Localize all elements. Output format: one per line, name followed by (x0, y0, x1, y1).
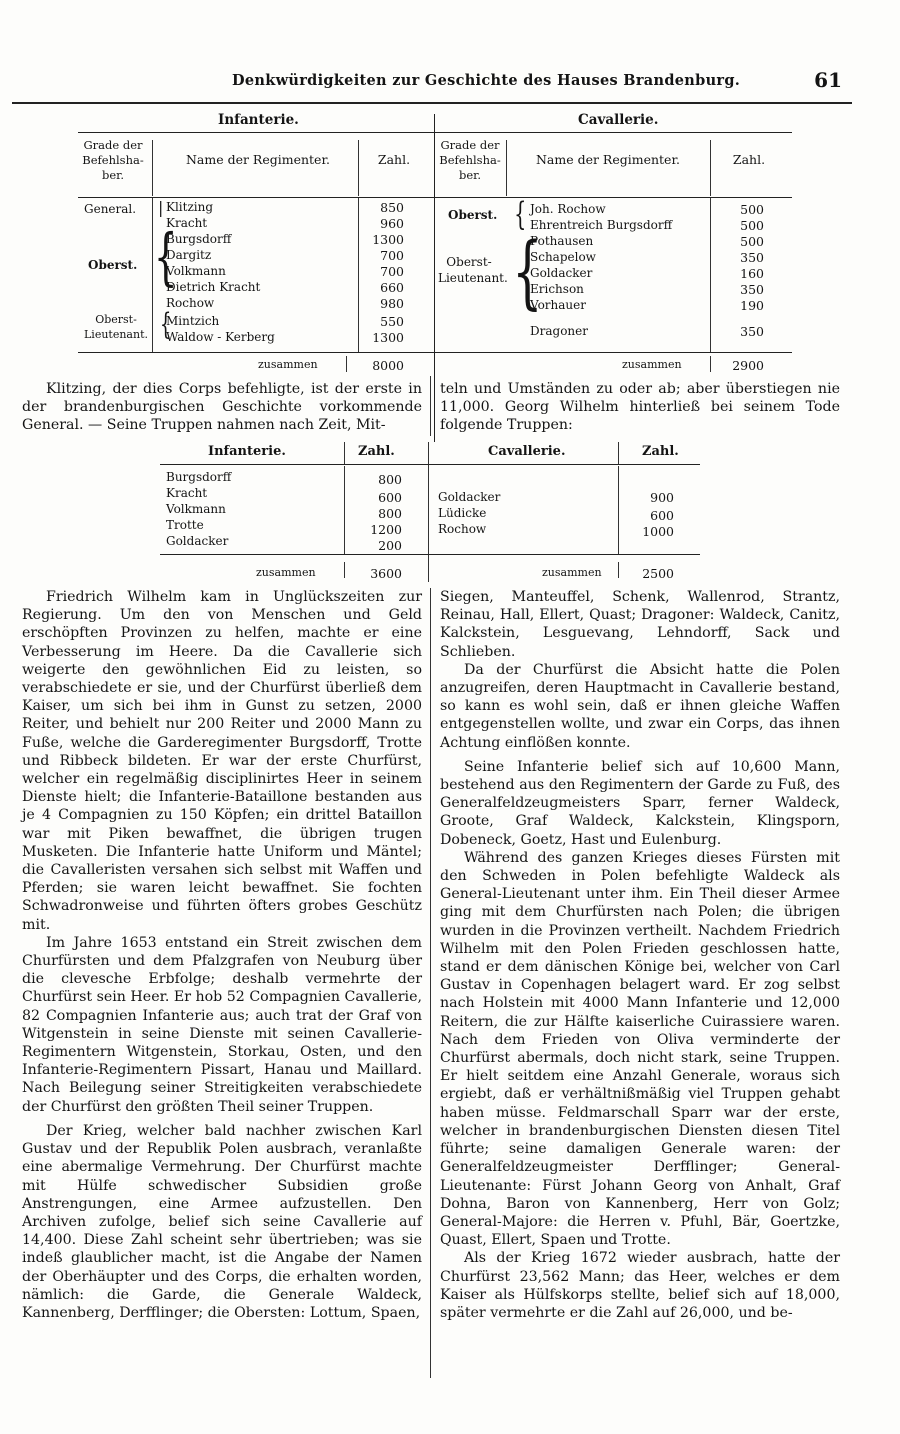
regiment-count: 1300 (372, 232, 404, 247)
left-column (22, 588, 422, 1322)
header-name-inf: Name der Regimenter. (185, 152, 331, 167)
regiment-name: Pothausen (530, 234, 594, 248)
regiment-count: 350 (740, 250, 764, 265)
regiment-count: 960 (380, 216, 404, 231)
regiment-name: Burgsdorff (166, 232, 232, 246)
regiment-count: 500 (740, 218, 764, 233)
regiment-table (78, 108, 792, 378)
t2-infantry-count: 800 (378, 472, 402, 487)
total-label-cav: zusammen (622, 358, 682, 371)
t2-infantry-name: Trotte (166, 518, 204, 532)
t2-infantry-count: 1200 (370, 522, 402, 537)
regiment-count: 660 (380, 280, 404, 295)
t2-cavalry-count: 1000 (642, 524, 674, 539)
t2-total-cavalry: 2500 (642, 566, 674, 581)
regiment-name: Vorhauer (530, 298, 586, 312)
regiment-count: 850 (380, 200, 404, 215)
running-title: Denkwürdigkeiten zur Geschichte des Hauses Brandenburg. (232, 72, 741, 89)
regiment-name: Dragoner (530, 324, 588, 338)
brace-icon: { (514, 195, 527, 233)
regiment-name: Waldow - Kerberg (166, 330, 275, 344)
paragraph: Im Jahre 1653 entstand ein Streit zwischen dem Churfürsten und dem Pfalzgrafen von Neuburg über die clevesche Erbfolge; deshalb vermehrte der Churfürst sein Heer. Er hob 52 Compagnien Cavallerie, 82 Compagnien Infanterie aus; auch trat der Graf von Witgenstein in seine Dienste mit seinen Cavallerie-Regimentern Witgenstein, Storkau, Osten, und den Infanterie-Regimentern Pissart, Hanau und Maillard. Nach Beilegung seiner Streitigkeiten verabschiedete der Churfürst den größten Theil seiner Truppen. (22, 934, 422, 1115)
grade-general: General. (84, 202, 137, 216)
paragraph: Während des ganzen Krieges dieses Fürsten mit den Schweden in Polen befehligte Waldeck als General-Lieutenant unter ihm. Ein Theil dieser Armee ging mit dem Churfürsten nach Polen; die übrigen wurden in die Provinzen vertheilt. Nachdem Friedrich Wilhelm mit den Polen Frieden geschlossen hatte, stand er dem dänischen Könige bei, welcher von Carl Gustav in Copenhagen belagert ward. Er zog selbst nach Holstein mit 4000 Mann Infanterie und 12,000 Reitern, die zur Hälfte kaiserliche Cuirassiere waren. Nach dem Frieden von Oliva verminderte der Churfürst abermals, doch nicht stark, seine Truppen. Er hielt seitdem eine Anzahl Generale, woraus sich ergiebt, daß er verhältnißmäßig viel Truppen gehabt haben müsse. Feldmarschall Sparr war der erste, welcher in brandenburgischen Diensten diesen Titel führte; seine damaligen Generale waren: der Generalfeldzeugmeister Derfflinger; General-Lieutenante: Fürst Johann Georg von Anhalt, Graf Dohna, Baron von Kannenberg, Herr von Golz; General-Majore: die Herren v. Pfuhl, Bär, Goertzke, Quast, Ellert, Spaen und Trotte. (440, 849, 840, 1249)
header-name-cav: Name der Regimenter. (535, 152, 681, 167)
grade-oberst: Oberst. (88, 258, 138, 272)
brace-icon: { (512, 225, 543, 318)
grade-oberst-lieutenant: Oberst- Lieutenant. (84, 313, 148, 341)
regiment-name: Dargitz (166, 248, 212, 262)
regiment-name: Erichson (530, 282, 584, 296)
paragraph: Friedrich Wilhelm kam in Unglückszeiten zur Regierung. Um den von Menschen und Geld erschöpften Provinzen zu helfen, machte er eine Verbesserung im Heere. Da die Cavallerie sich weigerte den gewöhnlichen Eid zu leisten, so verabschiedete er sie, und der Churfürst überließ dem Kaiser, um sich bei ihm in Gunst zu setzen, 2000 Reiter, und behielt nur 200 Reiter und 2000 Mann zu Fuße, welche die Garderegimenter Burgsdorff, Trotte und Ribbeck bildeten. Er war der erste Churfürst, welcher ein regelmäßig disciplinirtes Heer in seinem Dienste hielt; die Infanterie-Bataillone bestanden aus je 4 Compagnien zu 150 Köpfen; ein drittel Bataillon war mit Piken bewaffnet, die übrigen trugen Musketen. Die Infanterie hatte Uniform und Mäntel; die Cavalleristen versahen sich selbst mit Waffen und Pferden; sie waren leicht bewaffnet. Sie fochten Schwadronweise und führten öfters grobes Geschütz mit. (22, 589, 422, 933)
troops-table (160, 440, 700, 590)
regiment-count: 160 (740, 266, 764, 281)
brace-icon: | (158, 198, 164, 217)
regiment-name: Klitzing (166, 200, 214, 214)
paragraph: Da der Churfürst die Absicht hatte die Polen anzugreifen, deren Hauptmacht in Cavallerie bestand, so kann es wohl sein, daß er ihnen gleiche Waffen entgegenstellen wollte, und zwar ein Corps, das ihnen Achtung einflößen konnte. (440, 661, 840, 751)
right-column (440, 588, 840, 1322)
paragraph: Seine Infanterie belief sich auf 10,600 Mann, bestehend aus den Regimentern der Garde zu Fuß, des Generalfeldzeugmeisters Sparr, ferner Waldeck, Groote, Graf Waldeck, Kalckstein, Klingsporn, Dobeneck, Goetz, Hast und Eulenburg. (440, 758, 840, 848)
regiment-name: Dietrich Kracht (166, 280, 261, 294)
t2-cavalry-name: Rochow (438, 522, 487, 536)
header-grade-inf: Grade der Befehlsha- ber. (82, 138, 144, 182)
regiment-name: Mintzich (166, 314, 220, 328)
t2-cavalry-count: 900 (650, 490, 674, 505)
total-cavalry: 2900 (732, 358, 764, 373)
t2-cavalry-title: Cavallerie. (488, 444, 566, 459)
t2-count-title-inf: Zahl. (358, 444, 395, 459)
header-rule (12, 102, 852, 104)
regiment-count: 350 (740, 324, 764, 339)
t2-cavalry-name: Lüdicke (438, 506, 487, 520)
regiment-name: Joh. Rochow (530, 202, 606, 216)
regiment-name: Schapelow (530, 250, 596, 264)
regiment-count: 500 (740, 202, 764, 217)
header-count-inf: Zahl. (377, 152, 411, 167)
page-header (12, 66, 852, 102)
table-divider (434, 114, 435, 442)
t2-total-label-cav: zusammen (542, 566, 602, 579)
t2-count-title-cav: Zahl. (642, 444, 679, 459)
regiment-count: 350 (740, 282, 764, 297)
header-count-cav: Zahl. (732, 152, 766, 167)
grade-oberst-lieutenant-cav: Oberst- Lieutenant. (438, 255, 508, 285)
t2-infantry-count: 600 (378, 490, 402, 505)
header-grade-cav: Grade der Befehlsha- ber. (439, 138, 501, 182)
regiment-count: 190 (740, 298, 764, 313)
t2-total-infantry: 3600 (370, 566, 402, 581)
brace-icon: { (159, 307, 172, 342)
regiment-name: Goldacker (530, 266, 593, 280)
infantry-title: Infanterie. (218, 112, 299, 128)
total-infantry: 8000 (372, 358, 404, 373)
regiment-count: 700 (380, 264, 404, 279)
regiment-count: 700 (380, 248, 404, 263)
t2-total-label-inf: zusammen (256, 566, 316, 579)
brace-icon: { (153, 220, 178, 293)
t2-infantry-title: Infanterie. (208, 444, 286, 459)
t2-infantry-count: 200 (378, 538, 402, 553)
grade-oberst-cav: Oberst. (448, 208, 498, 222)
regiment-name: Rochow (166, 296, 215, 310)
intro-left: Klitzing, der dies Corps befehligte, ist der erste in der brandenburgischen Geschichte vorkommende General. — Seine Truppen nahmen nach Zeit, Mit- (22, 381, 422, 434)
t2-infantry-name: Goldacker (166, 534, 229, 548)
regiment-count: 980 (380, 296, 404, 311)
t2-infantry-name: Burgsdorff (166, 470, 232, 484)
t2-cavalry-count: 600 (650, 508, 674, 523)
regiment-count: 500 (740, 234, 764, 249)
regiment-name: Ehrentreich Burgsdorff (530, 218, 673, 232)
cavalry-title: Cavallerie. (578, 112, 659, 128)
regiment-count: 1300 (372, 330, 404, 345)
total-label-inf: zusammen (258, 358, 318, 371)
paragraph: Siegen, Manteuffel, Schenk, Wallenrod, Strantz, Reinau, Hall, Ellert, Quast; Dragoner: Waldeck, Canitz, Kalckstein, Lesguevang, Lehndorff, Sack und Schlieben. (440, 589, 840, 660)
paragraph: Der Krieg, welcher bald nachher zwischen Karl Gustav und der Republik Polen ausbrach, veranlaßte eine abermalige Vermehrung. Der Churfürst machte mit Hülfe schwedischer Subsidien große Anstrengungen, eine Armee aufzustellen. Den Archiven zufolge, belief sich seine Cavallerie auf 14,400. Diese Zahl scheint sehr übertrieben; was sie indeß glaublicher macht, ist die Angabe der Namen der Oberhäupter und des Corps, die erhalten worden, nämlich: die Garde, die Generale Waldeck, Kannenberg, Derfflinger; die Obersten: Lottum, Spaen, (22, 1122, 422, 1321)
paragraph: Als der Krieg 1672 wieder ausbrach, hatte der Churfürst 23,562 Mann; das Heer, welches er dem Kaiser als Hülfskorps stellte, belief sich auf 18,000, später vermehrte er die Zahl auf 26,000, und be- (440, 1250, 840, 1321)
regiment-name: Volkmann (166, 264, 226, 278)
t2-cavalry-name: Goldacker (438, 490, 501, 504)
t2-infantry-name: Kracht (166, 486, 208, 500)
regiment-name: Kracht (166, 216, 208, 230)
t2-infantry-count: 800 (378, 506, 402, 521)
page-number: 61 (814, 68, 842, 92)
intro-right: teln und Umständen zu oder ab; aber überstiegen nie 11,000. Georg Wilhelm hinterließ bei seinem Tode folgende Truppen: (440, 381, 840, 434)
regiment-count: 550 (380, 314, 404, 329)
t2-infantry-name: Volkmann (166, 502, 226, 516)
